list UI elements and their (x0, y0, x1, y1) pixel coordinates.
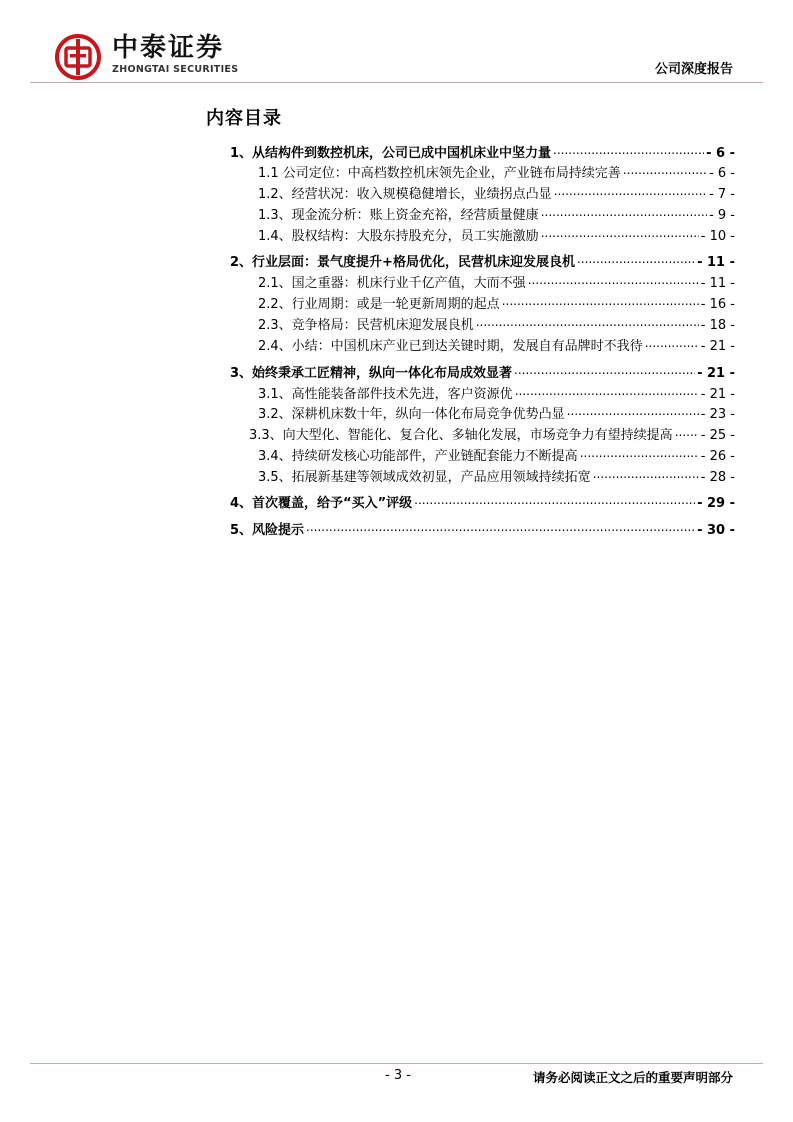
toc-entry-page: - 28 - (700, 470, 735, 485)
toc-entry[interactable] (0, 362, 793, 382)
brand-name-en: ZHONGTAI SECURITIES (112, 64, 239, 75)
toc-dot-leader (623, 163, 707, 177)
toc-entry-title: 1.1 公司定位：中高档数控机床领先企业，产业链布局持续完善 (258, 166, 621, 181)
toc-entry-page: - 7 - (709, 187, 735, 202)
toc-dot-leader (476, 315, 699, 329)
toc-entry-title: 1.3、现金流分析：账上资金充裕，经营质量健康 (258, 208, 539, 223)
toc-entry-page: - 23 - (700, 407, 735, 422)
toc-entry-title: 3、始终秉承工匠精神，纵向一体化布局成效显著 (230, 366, 513, 381)
toc-title: 内容目录 (206, 108, 282, 129)
toc-entry[interactable] (0, 403, 793, 423)
toc-entry[interactable] (0, 492, 793, 512)
toc-entry-title: 2.3、竞争格局：民营机床迎发展良机 (258, 318, 474, 333)
toc-dot-leader (306, 520, 695, 534)
toc-entry-page: - 25 - (700, 428, 735, 443)
toc-entry-page: - 21 - (700, 387, 735, 402)
toc-dot-leader (541, 226, 699, 240)
toc-entry[interactable] (0, 519, 793, 539)
footer-disclaimer: 请务必阅读正文之后的重要声明部分 (532, 1070, 733, 1085)
zhongtai-logo-icon (55, 34, 107, 80)
toc-entry[interactable] (0, 272, 793, 292)
toc-entry-title: 1.2、经营状况：收入规模稳健增长，业绩拐点凸显 (258, 187, 552, 202)
toc-dot-leader (541, 205, 707, 219)
toc-entry[interactable] (0, 445, 793, 465)
toc-entry-title: 3.3、向大型化、智能化、复合化、多轴化发展，市场竞争力有望持续提高 (249, 428, 673, 443)
toc-entry-page: - 21 - (700, 339, 735, 354)
toc-dot-leader (645, 336, 699, 350)
toc-entry[interactable] (0, 162, 793, 182)
toc-entry[interactable] (0, 293, 793, 313)
toc-entry-page: - 6 - (709, 166, 735, 181)
toc-dot-leader (502, 294, 699, 308)
toc-dot-leader (567, 404, 699, 418)
toc-entry-title: 2.4、小结：中国机床产业已到达关键时期，发展自有品牌时不我待 (258, 339, 643, 354)
toc-entry-title: 4、首次覆盖，给予“买入”评级 (230, 496, 413, 511)
toc-entry-title: 2.1、国之重器：机床行业千亿产值，大而不强 (258, 276, 526, 291)
toc-entry[interactable] (0, 314, 793, 334)
toc-dot-leader (675, 425, 699, 439)
toc-entry-title: 3.1、高性能装备部件技术先进，客户资源优 (258, 387, 513, 402)
toc-entry-title: 3.2、深耕机床数十年，纵向一体化布局竞争优势凸显 (258, 407, 565, 422)
toc-entry-title: 1、从结构件到数控机床，公司已成中国机床业中坚力量 (230, 146, 552, 161)
toc-entry-page: - 10 - (700, 229, 735, 244)
toc-entry[interactable] (0, 251, 793, 271)
toc-dot-leader (553, 143, 704, 157)
toc-entry-title: 2、行业层面：景气度提升+格局优化，民营机床迎发展良机 (230, 255, 575, 270)
toc-entry[interactable] (0, 383, 793, 403)
toc-entry-page: - 6 - (706, 146, 735, 161)
footer-divider (30, 1063, 763, 1064)
report-type-label: 公司深度报告 (654, 62, 733, 77)
toc-entry-page: - 16 - (700, 297, 735, 312)
toc-dot-leader (580, 446, 699, 460)
toc-entry-page: - 11 - (697, 255, 735, 270)
toc-entry[interactable] (0, 225, 793, 245)
toc-entry-page: - 30 - (697, 523, 735, 538)
page-header (0, 0, 793, 90)
toc-entry-title: 1.4、股权结构：大股东持股充分，员工实施激励 (258, 229, 539, 244)
toc-entry-page: - 29 - (697, 496, 735, 511)
toc-dot-leader (593, 467, 699, 481)
toc-entry[interactable] (0, 466, 793, 486)
toc-entry-title: 3.4、持续研发核心功能部件，产业链配套能力不断提高 (258, 449, 578, 464)
toc-entry[interactable] (0, 424, 793, 444)
toc-entry-title: 3.5、拓展新基建等领域成效初显，产品应用领域持续拓宽 (258, 470, 591, 485)
toc-entry[interactable] (0, 142, 793, 162)
header-divider (30, 82, 763, 83)
toc-dot-leader (528, 273, 699, 287)
toc-entry-page: - 9 - (709, 208, 735, 223)
toc-entry[interactable] (0, 183, 793, 203)
toc-dot-leader (414, 493, 695, 507)
toc-entry-page: - 26 - (700, 449, 735, 464)
toc-entry[interactable] (0, 204, 793, 224)
toc-dot-leader (514, 363, 695, 377)
brand-name-cn: 中泰证券 (112, 33, 225, 63)
toc-dot-leader (577, 252, 695, 266)
toc-entry[interactable] (0, 335, 793, 355)
toc-dot-leader (554, 184, 707, 198)
toc-dot-leader (515, 384, 699, 398)
toc-entry-title: 5、风险提示 (230, 523, 305, 538)
page-number: - 3 - (385, 1068, 411, 1083)
toc-entry-page: - 11 - (700, 276, 735, 291)
toc-entry-page: - 18 - (700, 318, 735, 333)
toc-entry-page: - 21 - (697, 366, 735, 381)
toc-entry-title: 2.2、行业周期：或是一轮更新周期的起点 (258, 297, 500, 312)
